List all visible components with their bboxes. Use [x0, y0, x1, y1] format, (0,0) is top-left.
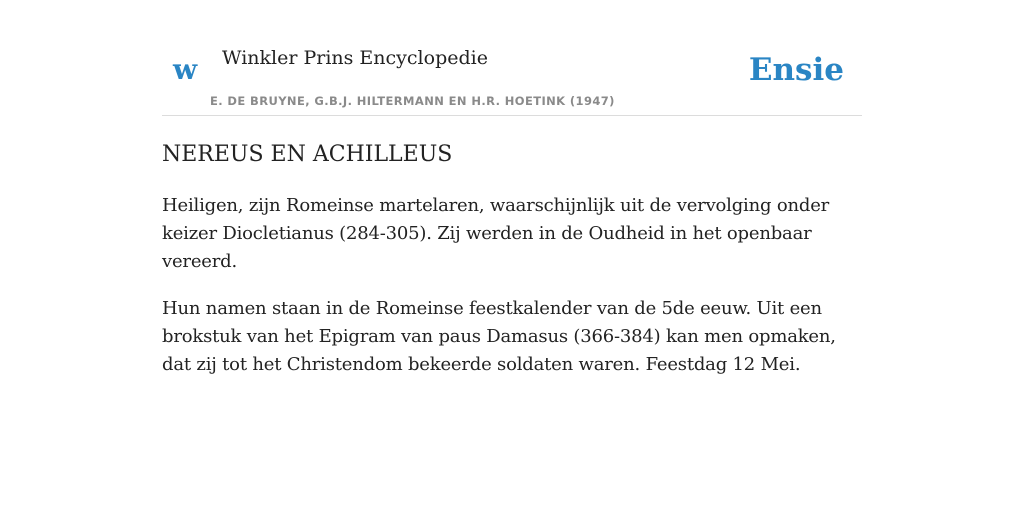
source-logo: w — [173, 53, 198, 86]
header — [162, 0, 862, 116]
article-paragraph: Heiligen, zijn Romeinse martelaren, waarschijnlijk uit de vervolging onder keizer Diocletianus (284-305). Zij werden in de Oudheid in het openbaar vereerd. — [162, 195, 830, 272]
article-paragraph: Hun namen staan in de Romeinse feestkalender van de 5de eeuw. Uit een brokstuk van het Epigram van paus Damasus (366-384) kan men opmaken, dat zij tot het Christendom bekeerde soldaten waren. Feestdag 12 Mei. — [162, 298, 836, 375]
article-title: NEREUS EN ACHILLEUS — [162, 142, 453, 167]
source-authors: E. DE BRUYNE, G.B.J. HILTERMANN EN H.R. HOETINK (1947) — [210, 94, 615, 108]
brand-logo-link[interactable]: Ensie — [748, 52, 844, 88]
page-container — [162, 0, 862, 379]
source-title[interactable]: Winkler Prins Encyclopedie — [222, 47, 488, 69]
